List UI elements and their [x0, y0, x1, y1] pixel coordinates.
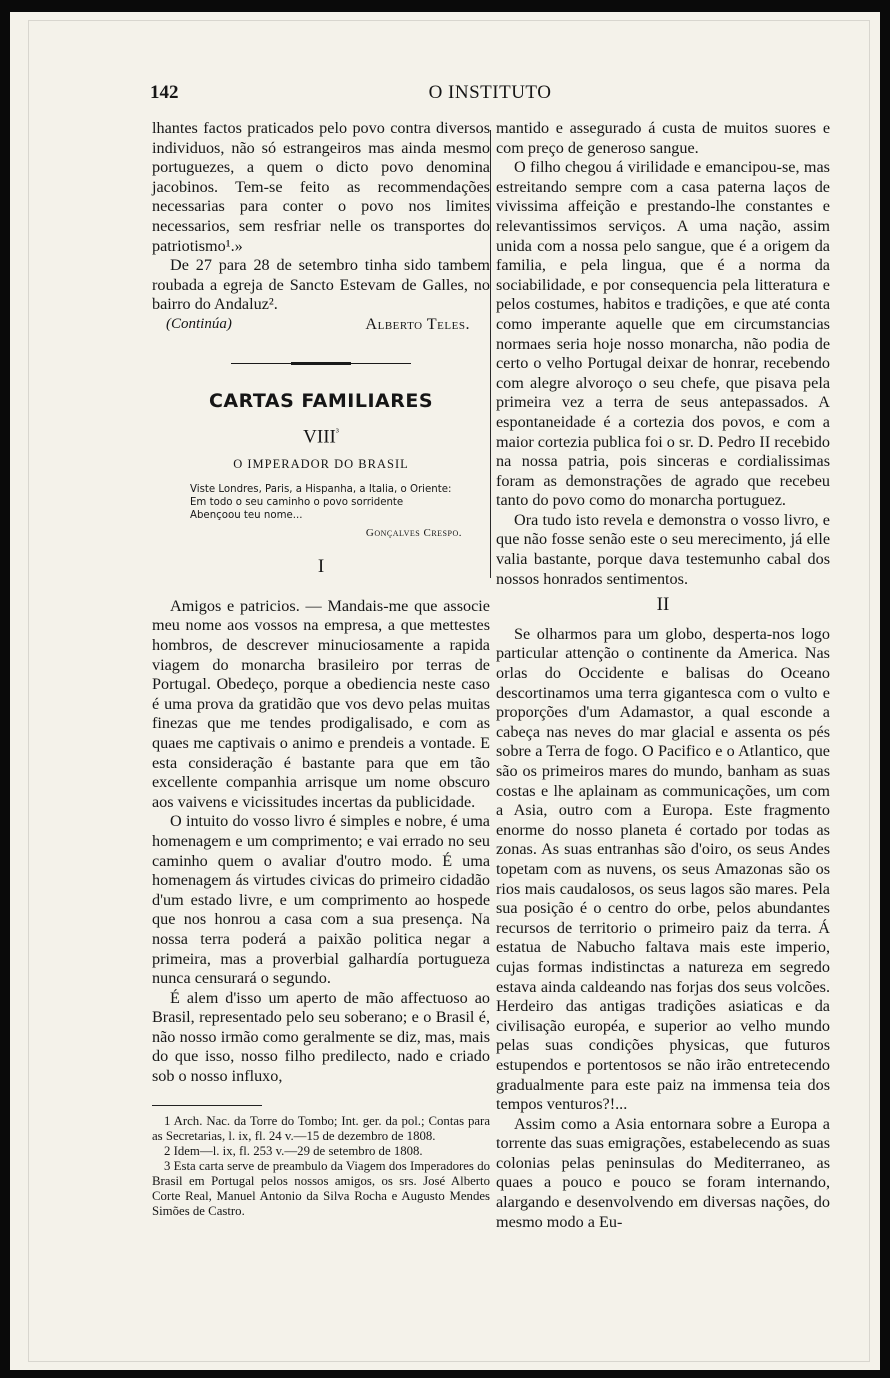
- paragraph: O filho chegou á virilidade e emancipou-se, mas estreitando sempre com a casa paterna laços de vivissima affeição e prestando-lhe constantes e relevantissimos serviços. A uma nação, assim unida com a nossa pelo sangue, que é a origem da familia, e pela lingua, que é a norma da sociabilidade, e por consequencia pela litteratura e pelos costumes, habitos e tradições, e que até conta como imperante aquelle que em circumstancias normaes seria hoje nosso monarcha, não podia de certo o velho Portugal deixar de honrar, recebendo com alegre alvoroço o seu chefe, que pisava pela primeira vez a terra de seus antepassados. A espontaneidade é a cortezia dos povos, e com a maior cortezia publica foi o sr. D. Pedro II recebido na nossa patria, pois sinceras e cordialissimas foram as demonstrações de agrado que recebeu tanto do povo como do monarcha portuguez.: [496, 158, 830, 510]
- epigraph-line: Viste Londres, Paris, a Hispanha, a Italia, o Oriente:: [190, 483, 452, 495]
- epigraph: [190, 483, 490, 522]
- subsection-number: I: [317, 556, 325, 578]
- paragraph: Amigos e patricios. — Mandais-me que associe meu nome aos vossos na empresa, a que mettestes hombros, de descrever minuciosamente a rapida viagem do monarcha brasileiro por terras de Portugal. Obedeço, porque a obediencia neste caso é uma prova da gratidão que vos devo pelas muitas finezas que me tendes prodigalisado, e com as quaes me captivais o animo e prendeis a vontade. E esta consideração é bastante para que em tão excellente companhia arrisque um nome obscuro aos vaivens e vicissitudes incertas da publicidade.: [152, 596, 490, 811]
- paragraph: Se olharmos para um globo, desperta-nos logo particular attenção o continente da America. Nas orlas do Occidente e balisas do Oceano descortinamos uma terra gigantesca com o vulto e proporções d'um Adamastor, a qual esconde a cabeça nas neves do mar glacial e assenta os pés sobre a Terra de fogo. O Pacifico e o Atlantico, que são os primeiros mares do mundo, banham as suas costas e lhe aplainam as communicações, um com a Asia, outro com a Europa. Este fragmento enorme do nosso planeta é cortado por todas as zonas. As suas entranhas são d'oiro, os seus Andes topetam com as nuvens, os seus Amazonas são os rios mais caudalosos, os seus lagos são mares. Pela sua posição é o centro do orbe, pelos abundantes recursos de territorio o primeiro paiz da terra. Á estatua de Nabucho faltava mais este imperio, cujas formas indistinctas a natureza em segredo estava ainda caldeando nas forjas dos seus volcões. Herdeiro das antigas tradições asiaticas e da civilisação européa, e superior ao velho mundo pelas suas condições physicas, que futuros estupendos e portentosos se não irão entretecendo gradualmente para este paiz na immensa teia dos tempos venturos?!...: [496, 624, 830, 1114]
- paragraph: Ora tudo isto revela e demonstra o vosso livro, e que não fosse senão este o seu merecimento, já elle valia bastante, porque dava testemunho cabal dos nossos honrados sentimentos.: [496, 510, 830, 588]
- page-number: 142: [150, 82, 179, 103]
- letter-footnote-marker: ³: [335, 427, 339, 439]
- section-title: CARTAS FAMILIARES: [208, 389, 434, 412]
- section-separator: [231, 363, 411, 364]
- paragraph: O intuito do vosso livro é simples e nobre, é uma homenagem e um comprimento; e vai errado no seu caminho quem o avaliar d'outro modo. É uma homenagem ás virtudes civicas do primeiro cidadão d'um estado livre, e um comprimento ao hospede que nos honrou a casa com a sua presença. Na nossa terra poderá a paixão politica negar a primeira, mas a proverbial galhardía portugueza nunca censurará o segundo.: [152, 812, 490, 988]
- paragraph: De 27 para 28 de setembro tinha sido tambem roubada a egreja de Sancto Estevam de Galles, no bairro do Andaluz².: [152, 256, 490, 314]
- footnote-rule: [152, 1105, 262, 1106]
- column-divider: [490, 130, 491, 578]
- left-column: [152, 119, 490, 1219]
- signature-line: [152, 315, 490, 335]
- footnote: 1 Arch. Nac. da Torre do Tombo; Int. ger. da pol.; Contas para as Secretarias, l. ix, fl. 24 v.—15 de dezembro de 1808.: [152, 1113, 490, 1143]
- footnote: 2 Idem—l. ix, fl. 253 v.—29 de setembro de 1808.: [164, 1143, 423, 1158]
- footnote: 3 Esta carta serve de preambulo da Viagem dos Imperadores do Brasil em Portugal pelos nossos amigos, os srs. José Alberto Corte Real, Manuel Antonio da Silva Rocha e Augusto Mendes Simões de Castro.: [152, 1158, 490, 1218]
- running-title: O INSTITUTO: [428, 82, 552, 103]
- letter-subtitle: O IMPERADOR DO BRASIL: [233, 457, 409, 472]
- paragraph: Assim como a Asia entornara sobre a Europa a torrente das suas emigrações, estabelecendo as suas colonias pelas peninsulas do Mediterraneo, as quaes a pouco e pouco se foram internando, alargando e desenvolvendo em diversas nações, do mesmo modo a Eu-: [496, 1114, 830, 1231]
- letter-number-text: VIII: [303, 426, 336, 448]
- paragraph: lhantes factos praticados pelo povo contra diversos individuos, não só estrangeiros mas ainda mesmo portuguezes, a quem o dicto povo denomina jacobinos. Tem-se feito as recommendações necessarias para conter o povo nos limites necessarios, sem resfriar nelle os transportes do patriotismo¹.»: [152, 119, 490, 255]
- continua-note: (Continúa): [166, 315, 232, 332]
- scanned-page: [10, 12, 880, 1370]
- footnotes: [152, 1105, 490, 1219]
- right-column: [496, 119, 830, 1232]
- article-author: Alberto Teles.: [365, 314, 470, 333]
- epigraph-author: Gonçalves Crespo.: [365, 526, 462, 539]
- epigraph-line: Abençoou teu nome...: [190, 509, 303, 521]
- subsection-number: II: [656, 594, 670, 616]
- paragraph: mantido e assegurado á custa de muitos suores e com preço de generoso sangue.: [496, 119, 830, 157]
- paragraph: É alem d'isso um aperto de mão affectuoso ao Brasil, representado pelo seu soberano; e o Brasil é, não nosso irmão como geralmente se diz, mas, mais do que isso, nosso filho predilecto, nado e criado sob o nosso influxo,: [152, 988, 490, 1086]
- epigraph-line: Em todo o seu caminho o povo sorridente: [190, 496, 404, 508]
- letter-number: [152, 423, 490, 447]
